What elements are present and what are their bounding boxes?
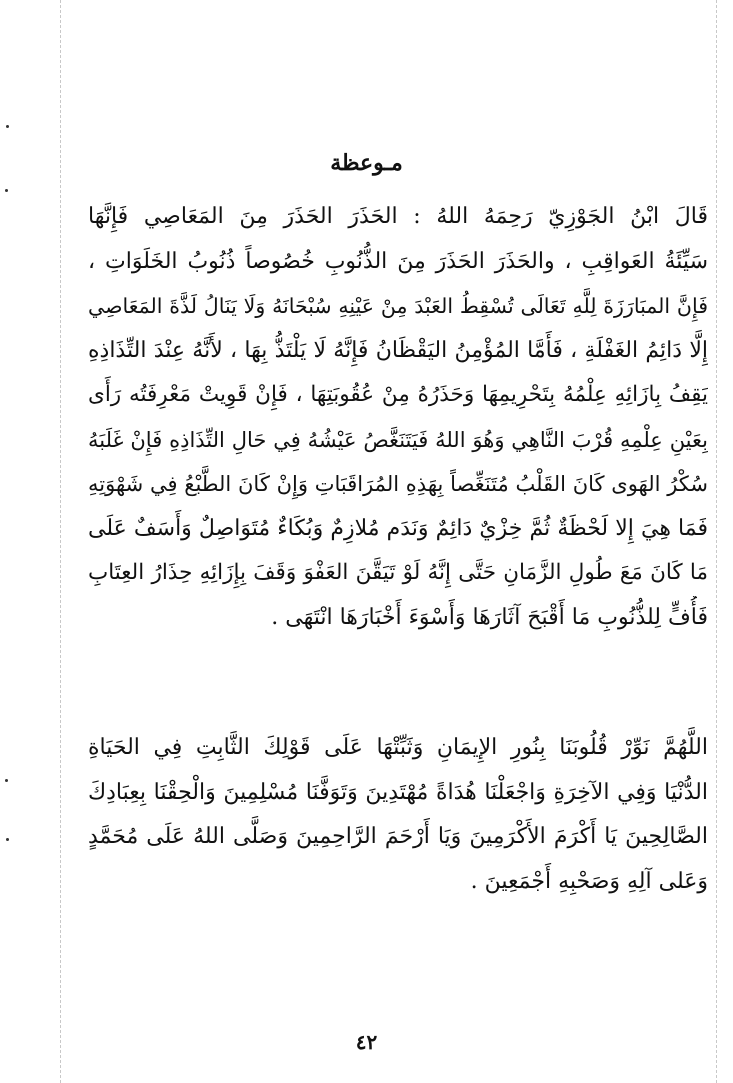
paragraph-sermon: [88, 195, 708, 640]
paragraph-supplication: [88, 726, 708, 904]
text-line: قَالَ ابْنُ الجَوْزِيّ رَحِمَهُ اللهُ : الحَذَرَ الحَذَرَ مِنَ المَعَاصِي فَإِنَّهَا: [88, 204, 708, 229]
page-number: ٤٢: [355, 1030, 378, 1054]
text-line: يَقِفُ بِازَائِهِ عِلْمُهُ بِتَحْرِيمِهَا وَحَذَرُهُ مِنْ عُقُوبَتِهَا ، فَإِنْ قَوِيتْ مَعْرِفَتُه رَأَى: [88, 382, 708, 407]
text-line: اللَّهُمَّ نَوِّرْ قُلُوبَنَا بِنُورِ الإِيمَانِ وَثَبِّتْهَا عَلَى قَوْلِكَ الثَّابِتِ فِي الحَيَاةِ: [88, 735, 708, 760]
text-line: سُكْرُ الهَوى كَانَ القَلْبُ مُتَنَغِّصاً بِهَذِهِ المُرَاقَبَاتِ وَإِنْ كَانَ الطَّبْعُ فِي شَهْوَتِهِ: [88, 472, 708, 496]
text-line: وَعَلى آلِهِ وَصَحْبِهِ أَجْمَعِينَ .: [470, 868, 708, 894]
text-line: الصَّالِحِينَ يَا أَكْرَمَ الأَكْرَمِينَ وَيَا أَرْحَمَ الرَّاحِمِينَ وَصَلَّى اللهُ عَلَى مُحَمَّدٍ: [88, 824, 708, 849]
text-line: مَا كَانَ مَعَ طُولِ الزَّمَانِ حَتَّى إِنَّهُ لَوْ تَيَقَّنَ العَفْوَ وَقَفَ بِإِزَائِهِ حِذَارُ العِتَابِ: [88, 560, 708, 585]
text-line: فَمَا هِيَ إِلا لَحْظَةٌ ثُمَّ خِزْيٌ دَائِمٌ وَنَدَم مُلازِمٌ وَبُكَاءٌ مُتَوَاصِلٌ وَأَسَفٌ عَلَى: [88, 515, 708, 541]
section-title: مـوعظة: [330, 150, 403, 176]
scan-speck: [5, 779, 8, 782]
text-line: بِعَيْنِ عِلْمِهِ قُرْبَ النَّاهِي وَهُوَ اللهُ فَيَتَنَغَّصُ عَيْشُهُ فِي حَالِ التِّذَاذِهِ فَإِنْ غَلَبَهُ: [88, 427, 708, 452]
scan-speck: [5, 189, 8, 192]
text-line: فَأُفٍّ لِلذُّنُوبِ مَا أَقْبَحَ آثَارَهَا وَأَسْوَءَ أَخْبَارَهَا انْتَهَى .: [271, 604, 708, 630]
text-line: فَإِنَّ المبَارَزَةَ لِلَّهِ تَعَالَى تُسْقِطُ العَبْدَ مِنْ عَيْنِهِ سُبْحَانَهُ وَلَا يَنَالُ لَذَّةَ المَعَاصِي: [88, 294, 708, 318]
text-line: إِلَّا دَائِمُ الغَفْلَةِ ، فَأَمَّا المُؤْمِنُ اليَقْظَانُ فَإِنَّهُ لَا يَلْتَذُّ بِهَا ، لأَنَّهُ عِنْدَ التِّذَاذِهِ: [88, 337, 708, 363]
text-line: الدُّنْيَا وَفِي الآخِرَةِ وَاجْعَلْنَا هُدَاةً مُهْتَدِينَ وَتَوَفَّنَا مُسْلِمِينَ وَالْحِقْنَا بِعِبَادِكَ: [88, 779, 708, 805]
scan-speck: [6, 838, 9, 841]
scan-speck: [6, 125, 9, 128]
text-line: سَيِّئَةُ العَواقِبِ ، والحَذَرَ الحَذَرَ مِنَ الذُّنُوبِ خُصُوصاً ذُنُوبُ الخَلَوَاتِ ،: [88, 248, 708, 274]
